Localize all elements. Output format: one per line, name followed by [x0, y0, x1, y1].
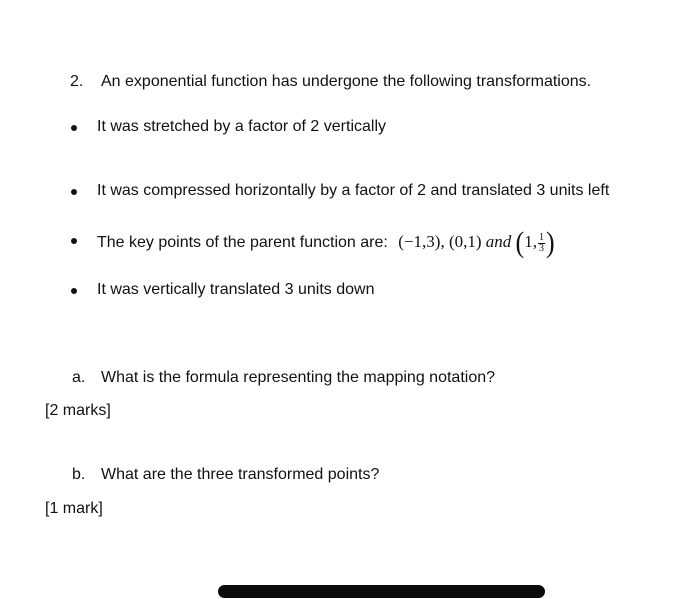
part-b-marks: [1 mark]: [45, 500, 103, 517]
part-b-question: What are the three transformed points?: [101, 466, 380, 483]
fraction-numerator: 1: [538, 231, 544, 243]
part-a-letter: a.: [72, 369, 86, 386]
part-a-marks: [2 marks]: [45, 402, 111, 419]
key-points-and: and: [485, 231, 512, 251]
key-points-first: (−1,3), (0,1): [398, 231, 482, 251]
question-text: An exponential function has undergone the following transformations.: [101, 73, 592, 90]
bullet-icon: [71, 189, 77, 195]
home-indicator[interactable]: [218, 585, 545, 598]
key-points-math: [398, 225, 555, 260]
bullet-text-compress: It was compressed horizontally by a factor of 2 and translated 3 units left: [97, 182, 610, 199]
question-number: 2.: [70, 73, 84, 90]
fraction-denominator: 3: [538, 242, 544, 254]
key-points-label: The key points of the parent function are:: [97, 233, 388, 251]
key-point-third-x: 1,: [524, 231, 537, 251]
bullet-text-stretch: It was stretched by a factor of 2 vertically: [97, 118, 387, 135]
bullet-icon: [71, 125, 77, 131]
part-b-letter: b.: [72, 466, 86, 483]
bullet-icon: [71, 288, 77, 294]
paren-open: (: [515, 225, 525, 260]
bullet-icon: [71, 238, 77, 244]
bullet-text-key-points: [97, 225, 555, 260]
bullet-text-vertical-translate: It was vertically translated 3 units down: [97, 281, 375, 298]
fraction-one-third: [538, 233, 545, 254]
part-a-question: What is the formula representing the mapping notation?: [101, 369, 496, 386]
paren-close: ): [545, 225, 555, 260]
